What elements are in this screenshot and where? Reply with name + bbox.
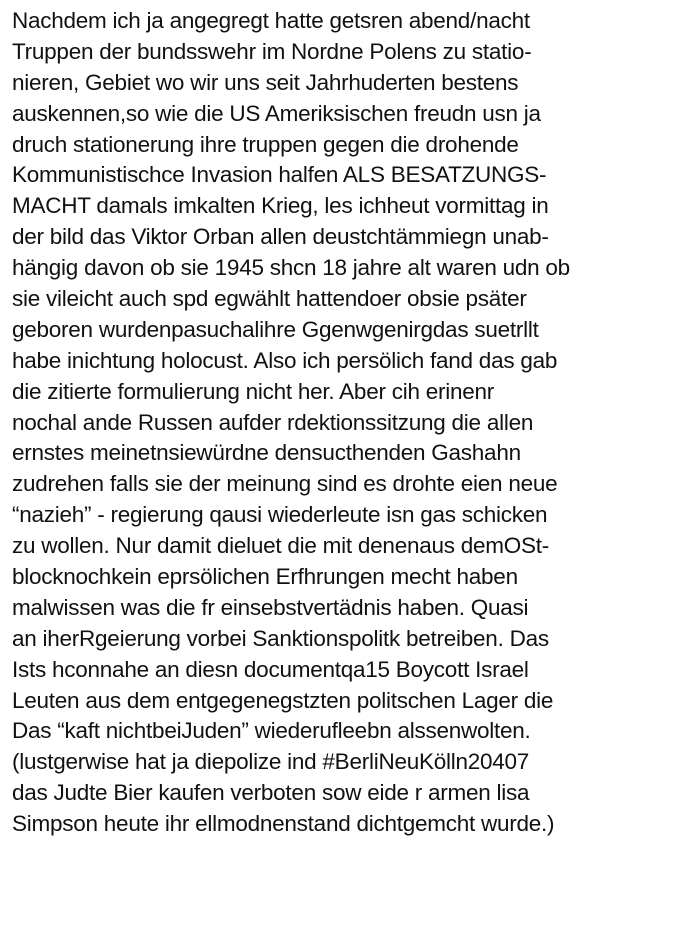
text-line: “nazieh” - regierung qausi wiederleute isn gas schicken [12,502,548,528]
text-line: die zitierte formulierung nicht her. Aber cih erinenr [12,378,495,404]
text-line: habe inichtung holocust. Also ich persölich fand das gab [12,347,558,373]
text-line: das Judte Bier kaufen verboten sow eide r armen lisa [12,780,530,806]
text-line: blocknochkein eprsölichen Erfhrungen mecht haben [12,564,518,590]
text-line: druch stationerung ihre truppen gegen die drohende [12,131,519,157]
text-line: zu wollen. Nur damit dieluet die mit denenaus demOSt- [12,533,550,559]
text-line: der bild das Viktor Orban allen deustchtämmiegn unab- [12,224,549,250]
text-line: malwissen was die fr einsebstvertädnis haben. Quasi [12,594,529,620]
text-line: Das “kaft nichtbeiJuden” wiederufleebn alssenwolten. [12,718,531,744]
text-line: hängig davon ob sie 1945 shcn 18 jahre alt waren udn ob [12,255,570,281]
text-line: Kommunistischce Invasion halfen ALS BESATZUNGS- [12,162,547,188]
text-line: nochal ande Russen aufder rdektionssitzung die allen [12,409,534,435]
text-line: auskennen,so wie die US Ameriksischen freudn usn ja [12,100,541,126]
text-line: Ists hconnahe an diesn documentqa15 Boycott Israel [12,656,529,682]
text-line: Truppen der bundsswehr im Nordne Polens zu statio- [12,38,532,64]
text-line: (lustgerwise hat ja diepolize ind #BerliNeuKölln20407 [12,749,530,775]
text-line: zudrehen falls sie der meinung sind es drohte eien neue [12,471,558,497]
text-line: Simpson heute ihr ellmodnenstand dichtgemcht wurde.) [12,811,555,837]
text-line: Leuten aus dem entgegenegstzten politschen Lager die [12,687,554,713]
text-line: an iherRgeierung vorbei Sanktionspolitk betreiben. Das [12,625,549,651]
text-line: MACHT damals imkalten Krieg, les ichheut vormittag in [12,193,549,219]
text-line: geboren wurdenpasuchalihre Ggenwgenirgdas suetrllt [12,316,539,342]
text-line: ernstes meinetnsiewürdne densucthenden Gashahn [12,440,521,466]
text-line: sie vileicht auch spd egwählt hattendoer obsie psäter [12,286,527,312]
text-line: nieren, Gebiet wo wir uns seit Jahrhuderten bestens [12,69,519,95]
document-text [12,6,680,840]
text-line: Nachdem ich ja angegregt hatte getsren abend/nacht [12,8,530,33]
